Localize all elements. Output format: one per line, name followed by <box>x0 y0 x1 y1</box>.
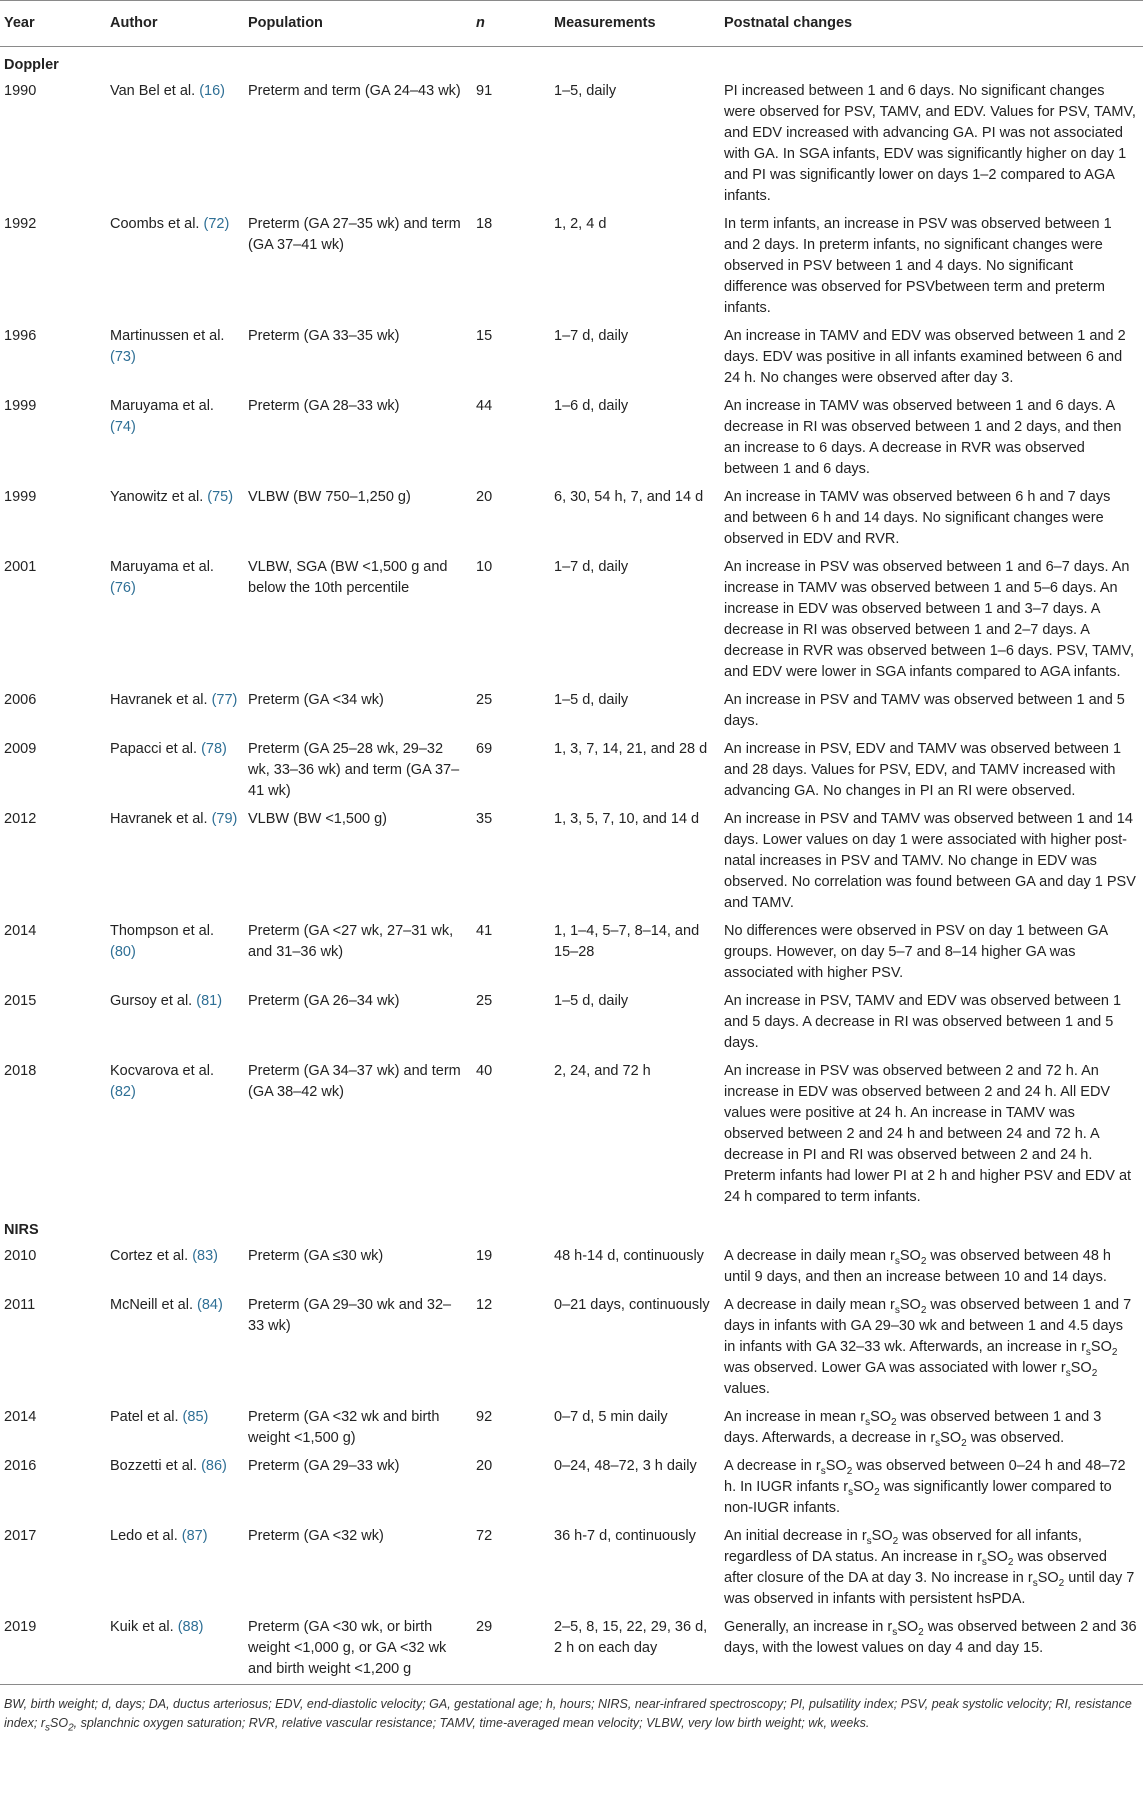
cell-measurements: 0–21 days, continuously <box>554 1297 710 1313</box>
cell-author: Kuik et al. (88) <box>110 1619 204 1635</box>
cell-author: Havranek et al. (79) <box>110 811 238 827</box>
table-body <box>0 47 1143 1685</box>
cell-n: 40 <box>476 1063 493 1079</box>
cell-n: 35 <box>476 811 493 827</box>
cell-postnatal-changes: An initial decrease in $r_sSO_2$ was observed for all infants, regardless of DA status. An increase in $r_sSO_2$ was observed after closure of the DA at day 3. No increase in $r_sSO_2$ until day 7 was observed in infants with persistent hsPDA. <box>724 1528 1135 1607</box>
section-header-doppler <box>0 47 1143 79</box>
cell-author: Van Bel et al. (16) <box>110 83 225 99</box>
section-title: Doppler <box>4 57 59 73</box>
cell-n: 92 <box>476 1409 493 1425</box>
cell-postnatal-changes: An increase in TAMV was observed between 1 and 6 days. A decrease in RI was observed between 1 and 2 days, and then an increase to 6 days. A decrease in RVR was observed between 1 and 6 days. <box>724 398 1122 477</box>
cell-author: McNeill et al. (84) <box>110 1297 223 1313</box>
cell-postnatal-changes: A decrease in daily mean $r_sSO_2$ was observed between 1 and 7 days in infants with GA 29–30 wk and between 1 and 4.5 days in infants with GA 32–33 wk. Afterwards, an increase in $r_sSO_2$ was observed. Lower GA was associated with lower $r_sSO_2$ values. <box>724 1297 1132 1397</box>
cell-measurements: 2, 24, and 72 h <box>554 1063 651 1079</box>
cell-measurements: 6, 30, 54 h, 7, and 14 d <box>554 489 704 505</box>
cell-postnatal-changes: Generally, an increase in $r_sSO_2$ was observed between 2 and 36 days, with the lowest values on day 4 and day 15. <box>724 1619 1137 1656</box>
cell-year: 1992 <box>4 216 37 232</box>
cell-population: Preterm (GA 29–30 wk and 32–33 wk) <box>248 1297 452 1334</box>
cell-population: Preterm (GA 33–35 wk) <box>248 328 400 344</box>
reference-link[interactable]: (72) <box>203 216 230 232</box>
cell-year: 2010 <box>4 1248 37 1264</box>
table-row <box>0 1404 1143 1453</box>
cell-population: Preterm (GA ≤30 wk) <box>248 1248 384 1264</box>
cell-n: 44 <box>476 398 493 414</box>
cell-measurements: 1, 3, 7, 14, 21, and 28 d <box>554 741 708 757</box>
cell-measurements: 0–24, 48–72, 3 h daily <box>554 1458 697 1474</box>
reference-link[interactable]: (16) <box>199 83 225 99</box>
table-row <box>0 554 1143 687</box>
cell-author: Bozzetti et al. (86) <box>110 1458 227 1474</box>
cell-author: Gursoy et al. (81) <box>110 993 223 1009</box>
cell-year: 2015 <box>4 993 37 1009</box>
cell-year: 2009 <box>4 741 37 757</box>
table-row <box>0 687 1143 736</box>
reference-link[interactable]: (84) <box>197 1297 223 1313</box>
cell-postnatal-changes: An increase in PSV and TAMV was observed between 1 and 5 days. <box>724 692 1125 729</box>
table-row <box>0 1453 1143 1523</box>
header-measurements: Measurements <box>550 1 720 47</box>
cell-measurements: 2–5, 8, 15, 22, 29, 36 d, 2 h on each day <box>554 1619 708 1656</box>
table-row <box>0 988 1143 1058</box>
cell-population: Preterm (GA 34–37 wk) and term (GA 38–42 wk) <box>248 1063 461 1100</box>
cell-postnatal-changes: An increase in TAMV was observed between 6 h and 7 days and between 6 h and 14 days. No significant changes were observed in EDV and RVR. <box>724 489 1111 547</box>
cell-author: Yanowitz et al. (75) <box>110 489 234 505</box>
cell-n: 15 <box>476 328 493 344</box>
reference-link[interactable]: (75) <box>207 489 234 505</box>
table-row <box>0 1523 1143 1614</box>
cell-n: 91 <box>476 83 493 99</box>
header-population: Population <box>244 1 472 47</box>
cell-year: 2001 <box>4 559 37 575</box>
header-row <box>0 1 1143 47</box>
cell-n: 10 <box>476 559 493 575</box>
table-row <box>0 918 1143 988</box>
cell-author: Patel et al. (85) <box>110 1409 209 1425</box>
cell-measurements: 1–7 d, daily <box>554 328 629 344</box>
cell-measurements: 1–5 d, daily <box>554 692 629 708</box>
header-author: Author <box>106 1 244 47</box>
cell-measurements: 48 h-14 d, continuously <box>554 1248 704 1264</box>
table-row <box>0 393 1143 484</box>
table-row <box>0 1614 1143 1685</box>
table-row <box>0 484 1143 554</box>
cell-year: 1990 <box>4 83 37 99</box>
cell-postnatal-changes: An increase in mean $r_sSO_2$ was observed between 1 and 3 days. Afterwards, a decrease in $r_sSO_2$ was observed. <box>724 1409 1102 1449</box>
cell-year: 2014 <box>4 1409 37 1425</box>
cell-n: 69 <box>476 741 493 757</box>
cell-population: VLBW, SGA (BW <1,500 g and below the 10th percentile <box>248 559 448 596</box>
reference-link[interactable]: (81) <box>196 993 223 1009</box>
cell-author: Cortez et al. (83) <box>110 1248 218 1264</box>
reference-link[interactable]: (87) <box>181 1528 208 1544</box>
table-row <box>0 78 1143 211</box>
cell-year: 2017 <box>4 1528 37 1544</box>
table-row <box>0 323 1143 393</box>
reference-link[interactable]: (86) <box>201 1458 227 1474</box>
cell-n: 19 <box>476 1248 493 1264</box>
cell-n: 20 <box>476 1458 493 1474</box>
cell-author: Thompson et al. (80) <box>110 923 214 960</box>
footnote: BW, birth weight; d, days; DA, ductus arteriosus; EDV, end-diastolic velocity; GA, gestational age; h, hours; NIRS, near-infrared spectroscopy; PI, pulsatility index; PSV, peak systolic velocity; RI, resistance index; $r_sSO_2$, splanchnic oxygen saturation; RVR, relative vascular resistance; TAMV, time-averaged mean velocity; VLBW, very low birth weight; wk, weeks. <box>0 1685 1143 1742</box>
cell-population: Preterm (GA 26–34 wk) <box>248 993 400 1009</box>
cell-year: 2012 <box>4 811 37 827</box>
cell-population: Preterm (GA <32 wk and birth weight <1,500 g) <box>248 1409 440 1446</box>
cell-postnatal-changes: No differences were observed in PSV on day 1 between GA groups. However, on day 5–7 and 8–14 higher GA was associated with higher PSV. <box>724 923 1108 981</box>
cell-postnatal-changes: An increase in PSV and TAMV was observed between 1 and 14 days. Lower values on day 1 were associated with higher post-natal increases in PSV and TAMV. No change in EDV was observed. No correlation was found between GA and day 1 PSV and TAMV. <box>724 811 1136 911</box>
cell-population: Preterm and term (GA 24–43 wk) <box>248 83 461 99</box>
cell-author: Coombs et al. (72) <box>110 216 230 232</box>
cell-postnatal-changes: An increase in PSV, TAMV and EDV was observed between 1 and 5 days. A decrease in RI was observed between 1 and 5 days. <box>724 993 1122 1051</box>
cell-author: Havranek et al. (77) <box>110 692 238 708</box>
reference-link[interactable]: (78) <box>201 741 227 757</box>
cell-n: 18 <box>476 216 493 232</box>
reference-link[interactable]: (73) <box>110 349 136 365</box>
cell-measurements: 1, 3, 5, 7, 10, and 14 d <box>554 811 700 827</box>
reference-link[interactable]: (79) <box>211 811 238 827</box>
cell-postnatal-changes: An increase in PSV was observed between 1 and 6–7 days. An increase in TAMV was observed between 1 and 5–6 days. An increase in EDV was observed between 1 and 3–7 days. A decrease in RI was observed between 1 and 2–7 days. A decrease in RVR was observed between 1–6 days. PSV, TAMV, and EDV were lower in SGA infants compared to AGA infants. <box>724 559 1135 680</box>
cell-n: 29 <box>476 1619 493 1635</box>
cell-year: 2011 <box>4 1297 36 1313</box>
section-header-nirs <box>0 1212 1143 1243</box>
cell-author: Kocvarova et al. (82) <box>110 1063 214 1100</box>
cell-postnatal-changes: An increase in PSV was observed between 2 and 72 h. An increase in EDV was observed between 2 and 24 h. All EDV values were positive at 24 h. An increase in TAMV was observed between 2 and 24 h and between 24 and 72 h. A decrease in PI and RI was observed between 2 and 24 h. Preterm infants had lower PI at 2 h and higher PSV and EDV at 24 h compared to term infants. <box>724 1063 1132 1205</box>
table-row <box>0 1058 1143 1212</box>
header-n: n <box>472 1 550 47</box>
cell-author: Maruyama et al. (76) <box>110 559 214 596</box>
reference-link[interactable]: (76) <box>110 580 136 596</box>
cell-postnatal-changes: A decrease in $r_sSO_2$ was observed between 0–24 h and 48–72 h. In IUGR infants $r_sSO_2$ was significantly lower compared to non-IUGR infants. <box>724 1458 1126 1516</box>
table-row <box>0 211 1143 323</box>
cell-postnatal-changes: In term infants, an increase in PSV was observed between 1 and 2 days. In preterm infants, no significant changes were observed in PSV between 1 and 4 days. No significant difference was observed for PSVbetween term and preterm infants. <box>724 216 1112 316</box>
header-postnatal-changes: Postnatal changes <box>720 1 1143 47</box>
cell-population: VLBW (BW 750–1,250 g) <box>248 489 411 505</box>
cell-year: 1996 <box>4 328 37 344</box>
cell-author: Martinussen et al. (73) <box>110 328 225 365</box>
cell-measurements: 1–5, daily <box>554 83 617 99</box>
cell-measurements: 1–7 d, daily <box>554 559 629 575</box>
cell-year: 2018 <box>4 1063 37 1079</box>
reference-link[interactable]: (85) <box>182 1409 209 1425</box>
cell-year: 1999 <box>4 489 37 505</box>
footnote-row <box>0 1685 1143 1742</box>
cell-n: 72 <box>476 1528 493 1544</box>
cell-population: Preterm (GA 28–33 wk) <box>248 398 400 414</box>
cell-n: 25 <box>476 993 493 1009</box>
header-year: Year <box>0 1 106 47</box>
section-title: NIRS <box>4 1222 39 1238</box>
cell-measurements: 0–7 d, 5 min daily <box>554 1409 668 1425</box>
cell-population: Preterm (GA <30 wk, or birth weight <1,000 g, or GA <32 wk and birth weight <1,200 g <box>248 1619 447 1677</box>
reference-link[interactable]: (88) <box>177 1619 204 1635</box>
cell-author: Maruyama et al. (74) <box>110 398 214 435</box>
cell-measurements: 1, 1–4, 5–7, 8–14, and 15–28 <box>554 923 700 960</box>
cell-population: Preterm (GA 29–33 wk) <box>248 1458 400 1474</box>
cell-measurements: 1–6 d, daily <box>554 398 629 414</box>
cell-n: 25 <box>476 692 493 708</box>
cell-measurements: 1, 2, 4 d <box>554 216 607 232</box>
cell-postnatal-changes: An increase in TAMV and EDV was observed between 1 and 2 days. EDV was positive in all infants examined between 6 and 24 h. No changes were observed after day 3. <box>724 328 1126 386</box>
cell-year: 2014 <box>4 923 37 939</box>
cell-postnatal-changes: An increase in PSV, EDV and TAMV was observed between 1 and 28 days. Values for PSV, EDV, and TAMV increased with advancing GA. No changes in PI an RI were observed. <box>724 741 1122 799</box>
reference-link[interactable]: (80) <box>110 944 136 960</box>
table-row <box>0 806 1143 918</box>
table-row <box>0 736 1143 806</box>
cell-n: 12 <box>476 1297 493 1313</box>
cell-year: 2019 <box>4 1619 37 1635</box>
cell-year: 2006 <box>4 692 37 708</box>
cell-population: Preterm (GA <34 wk) <box>248 692 384 708</box>
cell-population: Preterm (GA <32 wk) <box>248 1528 384 1544</box>
cell-postnatal-changes: A decrease in daily mean $r_sSO_2$ was observed between 48 h until 9 days, and then an increase between 10 and 14 days. <box>724 1248 1111 1285</box>
reference-link[interactable]: (83) <box>192 1248 218 1264</box>
cell-n: 20 <box>476 489 493 505</box>
reference-link[interactable]: (74) <box>110 419 136 435</box>
reference-link[interactable]: (77) <box>211 692 238 708</box>
table-row <box>0 1292 1143 1404</box>
cell-population: VLBW (BW <1,500 g) <box>248 811 388 827</box>
table-row <box>0 1243 1143 1292</box>
cell-year: 1999 <box>4 398 37 414</box>
reference-link[interactable]: (82) <box>110 1084 136 1100</box>
cell-postnatal-changes: PI increased between 1 and 6 days. No significant changes were observed for PSV, TAMV, and EDV. Values for PSV, TAMV, and EDV increased with advancing GA. PI was not associated with GA. In SGA infants, EDV was significantly higher on day 1 and PI was significantly lower on days 1–2 compared to AGA infants. <box>724 83 1136 204</box>
cell-author: Papacci et al. (78) <box>110 741 227 757</box>
cell-population: Preterm (GA 27–35 wk) and term (GA 37–41 wk) <box>248 216 461 253</box>
cell-n: 41 <box>476 923 493 939</box>
cell-measurements: 1–5 d, daily <box>554 993 629 1009</box>
cell-population: Preterm (GA <27 wk, 27–31 wk, and 31–36 wk) <box>248 923 454 960</box>
cell-author: Ledo et al. (87) <box>110 1528 208 1544</box>
cell-measurements: 36 h-7 d, continuously <box>554 1528 696 1544</box>
cell-population: Preterm (GA 25–28 wk, 29–32 wk, 33–36 wk) and term (GA 37–41 wk) <box>248 741 460 799</box>
cell-year: 2016 <box>4 1458 37 1474</box>
